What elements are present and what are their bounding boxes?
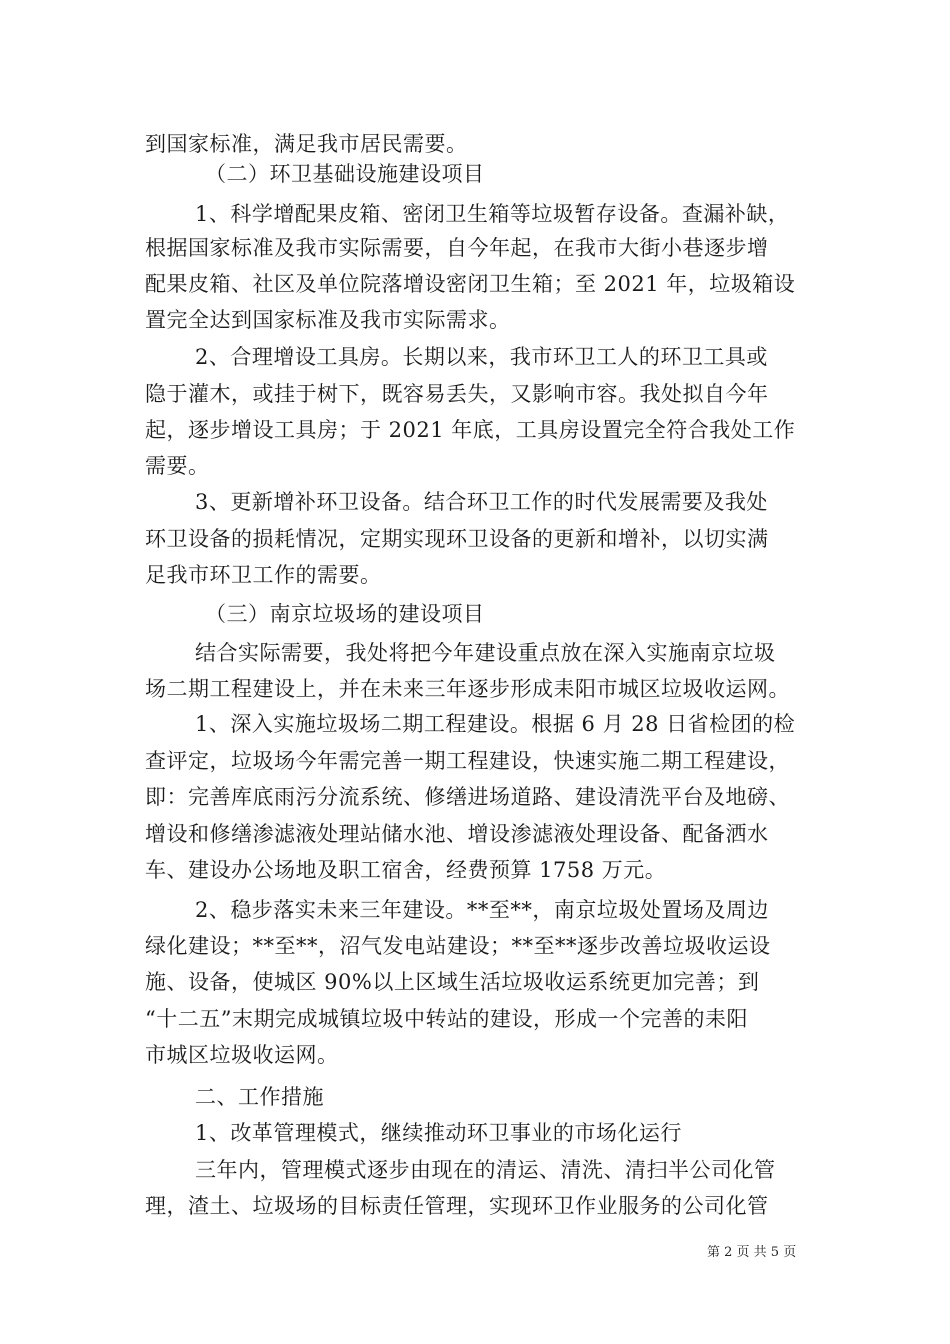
text-line: 足我市环卫工作的需要。	[145, 563, 382, 587]
text-line: 3、更新增补环卫设备。结合环卫工作的时代发展需要及我处	[195, 490, 768, 514]
text-line: 根据国家标准及我市实际需要，自今年起，在我市大街小巷逐步增	[145, 236, 769, 260]
section-heading: （三）南京垃圾场的建设项目	[205, 602, 485, 626]
text-line: 1、深入实施垃圾场二期工程建设。根据 6 月 28 日省检团的检	[195, 712, 796, 736]
text-line: 置完全达到国家标准及我市实际需求。	[145, 308, 511, 332]
text-line: 1、科学增配果皮箱、密闭卫生箱等垃圾暂存设备。查漏补缺，	[195, 202, 790, 226]
text-line: 2、稳步落实未来三年建设。**至**，南京垃圾处置场及周边	[195, 898, 769, 922]
text-line: 隐于灌木，或挂于树下，既容易丢失，又影响市容。我处拟自今年	[145, 382, 769, 406]
text-line: 市城区垃圾收运网。	[145, 1043, 339, 1067]
text-line: 三年内，管理模式逐步由现在的清运、清洗、清扫半公司化管	[195, 1158, 776, 1182]
section-heading: 二、工作措施	[195, 1085, 324, 1109]
section-heading: 1、改革管理模式，继续推动环卫事业的市场化运行	[195, 1121, 682, 1145]
text-line: 增设和修缮渗滤液处理站储水池、增设渗滤液处理设备、配备洒水	[145, 822, 769, 846]
page-number: 第 2 页 共 5 页	[707, 1245, 797, 1260]
text-line: 场二期工程建设上，并在未来三年逐步形成耒阳市城区垃圾收运网。	[145, 677, 790, 701]
text-line: 车、建设办公场地及职工宿舍，经费预算 1758 万元。	[145, 858, 667, 882]
text-line: 查评定，垃圾场今年需完善一期工程建设，快速实施二期工程建设，	[145, 749, 790, 773]
text-line: 起，逐步增设工具房；于 2021 年底，工具房设置完全符合我处工作	[145, 418, 796, 442]
text-line: 施、设备，使城区 90%以上区域生活垃圾收运系统更加完善；到	[145, 970, 760, 994]
text-line: 绿化建设；**至**，沼气发电站建设；**至**逐步改善垃圾收运设	[145, 934, 771, 958]
text-line: 需要。	[145, 454, 210, 478]
text-line: 2、合理增设工具房。长期以来，我市环卫工人的环卫工具或	[195, 345, 768, 369]
text-line: 配果皮箱、社区及单位院落增设密闭卫生箱；至 2021 年，垃圾箱设	[145, 272, 796, 296]
text-line: 理，渣土、垃圾场的目标责任管理，实现环卫作业服务的公司化管	[145, 1194, 769, 1218]
text-line: 结合实际需要，我处将把今年建设重点放在深入实施南京垃圾	[195, 641, 776, 665]
section-heading: （二）环卫基础设施建设项目	[205, 162, 485, 186]
text-line: 到国家标准，满足我市居民需要。	[145, 132, 468, 156]
text-line: 即：完善库底雨污分流系统、修缮进场道路、建设清洗平台及地磅、	[145, 785, 790, 809]
text-line: “十二五”末期完成城镇垃圾中转站的建设，形成一个完善的耒阳	[145, 1007, 748, 1031]
text-line: 环卫设备的损耗情况，定期实现环卫设备的更新和增补，以切实满	[145, 527, 769, 551]
